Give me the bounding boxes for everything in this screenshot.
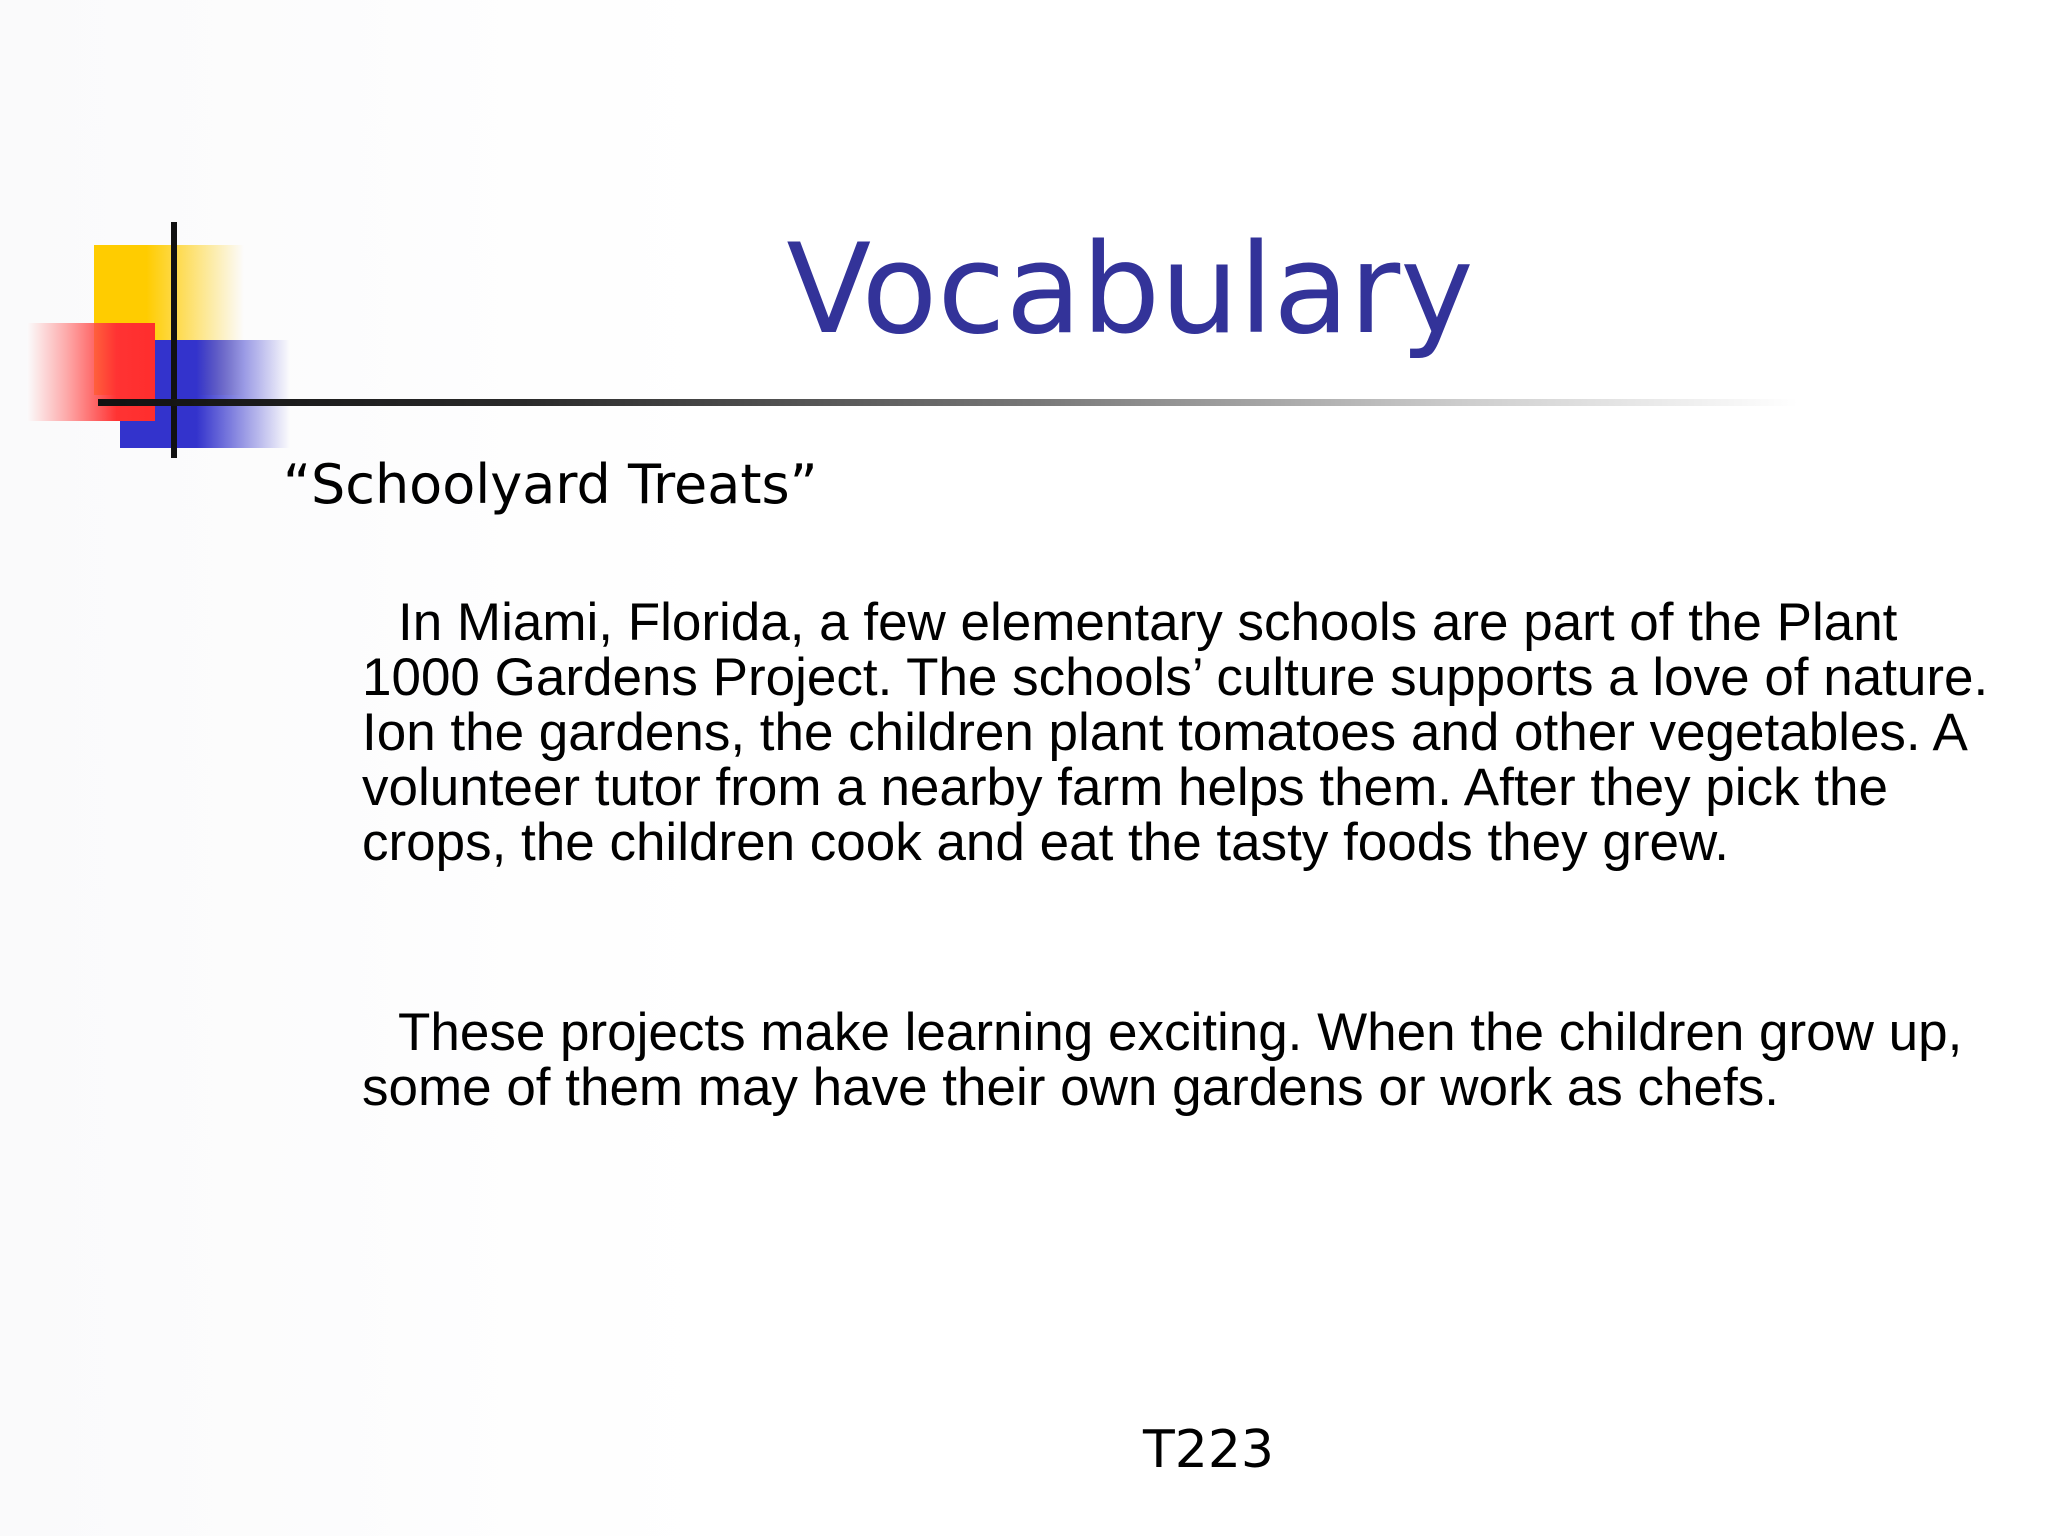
title-underline-rule xyxy=(98,399,1798,406)
paragraph-2: These projects make learning exciting. When the children grow up, some of them may have their own gardens or work as chefs. xyxy=(362,1003,1963,1117)
red-square-decoration xyxy=(27,323,155,421)
story-title: “Schoolyard Treats” xyxy=(283,453,818,516)
vertical-rule xyxy=(171,222,177,458)
page-number: T223 xyxy=(1143,1420,1275,1480)
paragraph-1: In Miami, Florida, a few elementary schools are part of the Plant 1000 Gardens Project. The schools’ culture supports a love of nature. Ion the gardens, the children plant tomatoes and other vegetables. A volunteer tutor from a nearby farm helps them. After they pick the crops, the children cook and eat the tasty foods they grew. xyxy=(362,593,1989,872)
slide-title: Vocabulary xyxy=(786,218,1474,362)
